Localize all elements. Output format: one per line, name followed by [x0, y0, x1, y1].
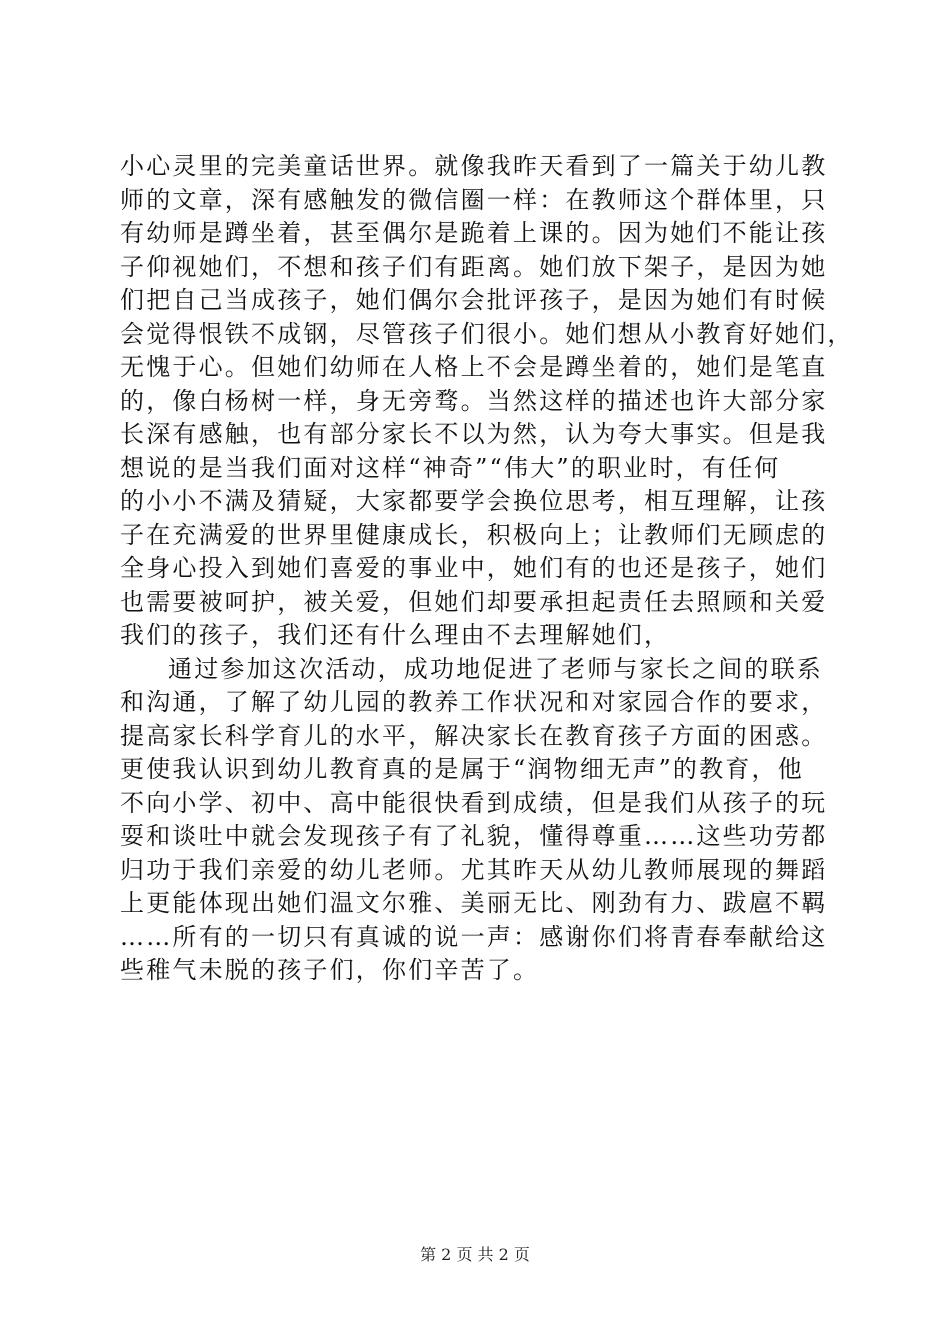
- text-line: 师的文章，深有感触发的微信圈一样：在教师这个群体里，只: [120, 185, 828, 214]
- page-number-footer: 第 2 页 共 2 页: [420, 1245, 530, 1264]
- paragraph-1: [120, 150, 855, 653]
- text-line: 子仰视她们，不想和孩子们有距离。她们放下架子，是因为她: [120, 252, 828, 281]
- text-line: 有幼师是蹲坐着，甚至偶尔是跪着上课的。因为她们不能让孩: [120, 219, 828, 247]
- text-line: 通过参加这次活动，成功地促进了老师与家长之间的联系: [168, 654, 823, 683]
- text-line: 更使我认识到幼儿教育真的是属于“润物细无声”的教育，他: [120, 755, 804, 783]
- text-line: 想说的是当我们面对这样“神奇”“伟大”的职业时，有任何: [120, 453, 781, 482]
- text-line: 们把自己当成孩子，她们偶尔会批评孩子，是因为她们有时候: [120, 286, 828, 314]
- text-line: 的小小不满及猜疑，大家都要学会换位思考，相互理解，让孩: [120, 487, 828, 515]
- text-line: 长深有感触，也有部分家长不以为然，认为夸大事实。但是我: [120, 420, 828, 448]
- text-line: 和沟通，了解了幼儿园的教养工作状况和对家园合作的要求，: [120, 688, 828, 716]
- text-line: ……所有的一切只有真诚的说一声：感谢你们将青春奉献给这: [120, 922, 828, 951]
- paragraph-2: [120, 653, 855, 988]
- text-line: 全身心投入到她们喜爱的事业中，她们有的也还是孩子，她们: [120, 554, 828, 582]
- text-line: 耍和谈吐中就会发现孩子有了礼貌，懂得尊重……这些功劳都: [120, 822, 828, 850]
- document-body: [120, 150, 855, 988]
- text-line: 的，像白杨树一样，身无旁骛。当然这样的描述也许大部分家: [120, 386, 828, 415]
- text-line: 提高家长科学育儿的水平，解决家长在教育孩子方面的困惑。: [120, 721, 828, 750]
- text-line: 上更能体现出她们温文尔雅、美丽无比、刚劲有力、跋扈不羁: [120, 889, 828, 917]
- text-line: 些稚气未脱的孩子们，你们辛苦了。: [120, 956, 540, 984]
- text-line: 子在充满爱的世界里健康成长，积极向上；让教师们无顾虑的: [120, 520, 828, 549]
- text-line: 小心灵里的完美童话世界。就像我昨天看到了一篇关于幼儿教: [120, 152, 828, 180]
- text-line: 无愧于心。但她们幼师在人格上不会是蹲坐着的，她们是笔直: [120, 353, 828, 381]
- text-line: 会觉得恨铁不成钢，尽管孩子们很小。她们想从小教育好她们，: [120, 319, 854, 348]
- text-line: 也需要被呵护，被关爱，但她们却要承担起责任去照顾和关爱: [120, 587, 828, 616]
- text-line: 不向小学、初中、高中能很快看到成绩，但是我们从孩子的玩: [120, 788, 828, 817]
- text-line: 我们的孩子，我们还有什么理由不去理解她们，: [120, 621, 671, 649]
- text-line: 归功于我们亲爱的幼儿老师。尤其昨天从幼儿教师展现的舞蹈: [120, 855, 828, 884]
